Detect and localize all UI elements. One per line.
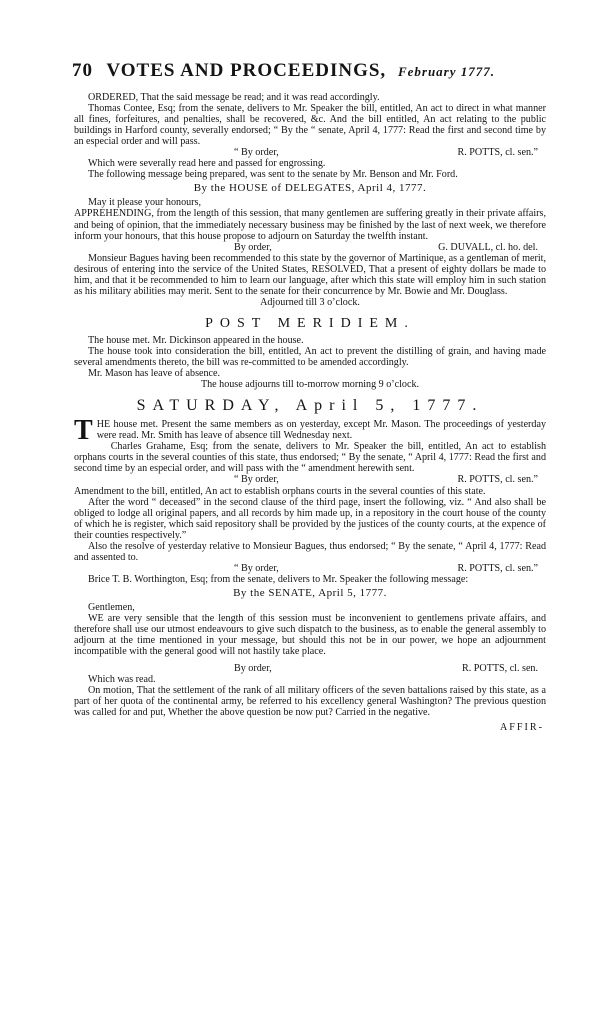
catchword: AFFIR- bbox=[500, 722, 544, 734]
paragraph: Thomas Contee, Esq; from the senate, delivers to Mr. Speaker the bill, entitled, An act to direct in what manner all fines, forfeitures, and penalties, shall be recovered, &c. And the bill entitled, An act relating to the public buildings in Harford county, severally endorsed; “ By the “ senate, April 4, 1777: Read the first and second time by an especial order and will pass. bbox=[74, 103, 546, 148]
paragraph: The following message being prepared, was sent to the senate by Mr. Benson and Mr. Ford. bbox=[88, 169, 458, 181]
signature-line bbox=[74, 242, 546, 253]
running-header bbox=[72, 60, 542, 82]
signature-order: “ By order, bbox=[234, 562, 279, 574]
section-heading: SATURDAY, April 5, 1777. bbox=[136, 397, 484, 415]
header-title: VOTES AND PROCEEDINGS, bbox=[106, 60, 387, 81]
signature-name: R. POTTS, cl. sen.” bbox=[457, 562, 538, 574]
section-heading: By the SENATE, April 5, 1777. bbox=[233, 586, 387, 599]
paragraph: The house took into consideration the bill, entitled, An act to prevent the distilling of grain, and having made several amendments thereto, the bill was re-committed to be amended accordingly. bbox=[74, 345, 546, 369]
signature-name: R. POTTS, cl. sen. bbox=[462, 663, 538, 675]
header-date: February 1777. bbox=[397, 64, 495, 79]
paragraph: On motion, That the settlement of the rank of all military officers of the seven battalions raised by this state, as a part of her quota of the continental army, be referred to his excellency general Washington? The previous question was called for and put, Whether the above question be now put? Carried in the negative. bbox=[74, 685, 546, 719]
paragraph: After the word “ deceased” in the second clause of the third page, insert the following, viz. “ And also shall be obliged to lodge all original papers, and all records by him made up, in a repository in the court house of the county of which he is register, which said repository shall be provided by the justices of the county courts, at the expence of their counties respectively.” bbox=[74, 496, 546, 541]
paragraph: The house met. Mr. Dickinson appeared in the house. bbox=[88, 334, 304, 346]
paragraph: Monsieur Bagues having been recommended to this state by the governor of Martinique, as a gentleman of merit, desirous of entering into the service of the United States, RESOLVED, That a present of eighty dollars be made to him, and that it be recommended to him to learn our language, after which this state will employ him in such station as his military abilities may merit. Sent to the senate for their concurrence by Mr. Bowie and Mr. Douglass. bbox=[74, 252, 546, 297]
paragraph: Mr. Mason has leave of absence. bbox=[88, 368, 221, 380]
signature-order: “ By order, bbox=[234, 474, 279, 486]
adjournment: Adjourned till 3 o’clock. bbox=[260, 296, 360, 308]
section-heading: POST MERIDIEM. bbox=[205, 315, 415, 331]
signature-name: R. POTTS, cl. sen.” bbox=[457, 147, 538, 159]
salutation: May it please your honours, bbox=[88, 197, 201, 209]
signature-order: By order, bbox=[234, 241, 272, 253]
drop-cap: T bbox=[74, 415, 93, 447]
signature-name: G. DUVALL, cl. ho. del. bbox=[438, 241, 538, 253]
paragraph: Charles Grahame, Esq; from the senate, delivers to Mr. Speaker the bill, entitled, An act to establish orphans courts in the several counties of this state, thus endorsed; “ By the senate, “ April 4, 1777: Read the first and second time by an especial order, and will pass with the “ amendment herewith sent. bbox=[74, 441, 546, 475]
paragraph: Which were severally read here and passed for engrossing. bbox=[88, 158, 326, 170]
signature-name: R. POTTS, cl. sen.” bbox=[457, 474, 538, 486]
adjournment: The house adjourns till to-morrow morning 9 o’clock. bbox=[200, 379, 420, 391]
paragraph-text: HE house met. Present the same members as on yesterday, except Mr. Mason. The proceedings of yesterday were read. Mr. Smith has leave of absence till Wednesday next. bbox=[96, 419, 546, 442]
section-heading: By the HOUSE of DELEGATES, April 4, 1777. bbox=[193, 182, 427, 195]
page-number: 70 bbox=[72, 60, 93, 81]
signature-order: “ By order, bbox=[234, 147, 279, 159]
signature-order: By order, bbox=[234, 663, 272, 675]
paragraph: Which was read. bbox=[88, 674, 156, 686]
paragraph bbox=[74, 415, 546, 447]
paragraph: APPREHENDING, from the length of this session, that many gentlemen are suffering greatly in their private affairs, and being of opinion, that the immediately necessary business may be finished by the last of next week, we therefore inform your honours, that this house propose to adjourn on Saturday the twelfth instant. bbox=[74, 208, 546, 242]
salutation: Gentlemen, bbox=[88, 601, 135, 613]
paragraph: ORDERED, That the said message be read; and it was read accordingly. bbox=[88, 92, 380, 103]
document-body bbox=[74, 92, 546, 733]
paragraph: WE are very sensible that the length of this session must be inconvenient to gentlemens private affairs, and therefore shall use our utmost endeavours to give such dispatch to the business, as to enable the general assembly to adjourn at the time mentioned in your message, but should this not be in our power, we hope an adjournment incompatible with the general good will not hastily take place. bbox=[74, 613, 546, 658]
paragraph: Amendment to the bill, entitled, An act to establish orphans courts in the several counties of this state. bbox=[74, 485, 486, 497]
paragraph: Brice T. B. Worthington, Esq; from the senate, delivers to Mr. Speaker the following message: bbox=[88, 573, 469, 585]
signature-line bbox=[74, 474, 546, 485]
signature-line bbox=[74, 563, 546, 574]
signature-line bbox=[74, 147, 546, 158]
paragraph: Also the resolve of yesterday relative to Monsieur Bagues, thus endorsed; “ By the senate, “ April 4, 1777: Read and assented to. bbox=[74, 540, 546, 563]
signature-line bbox=[74, 663, 546, 674]
